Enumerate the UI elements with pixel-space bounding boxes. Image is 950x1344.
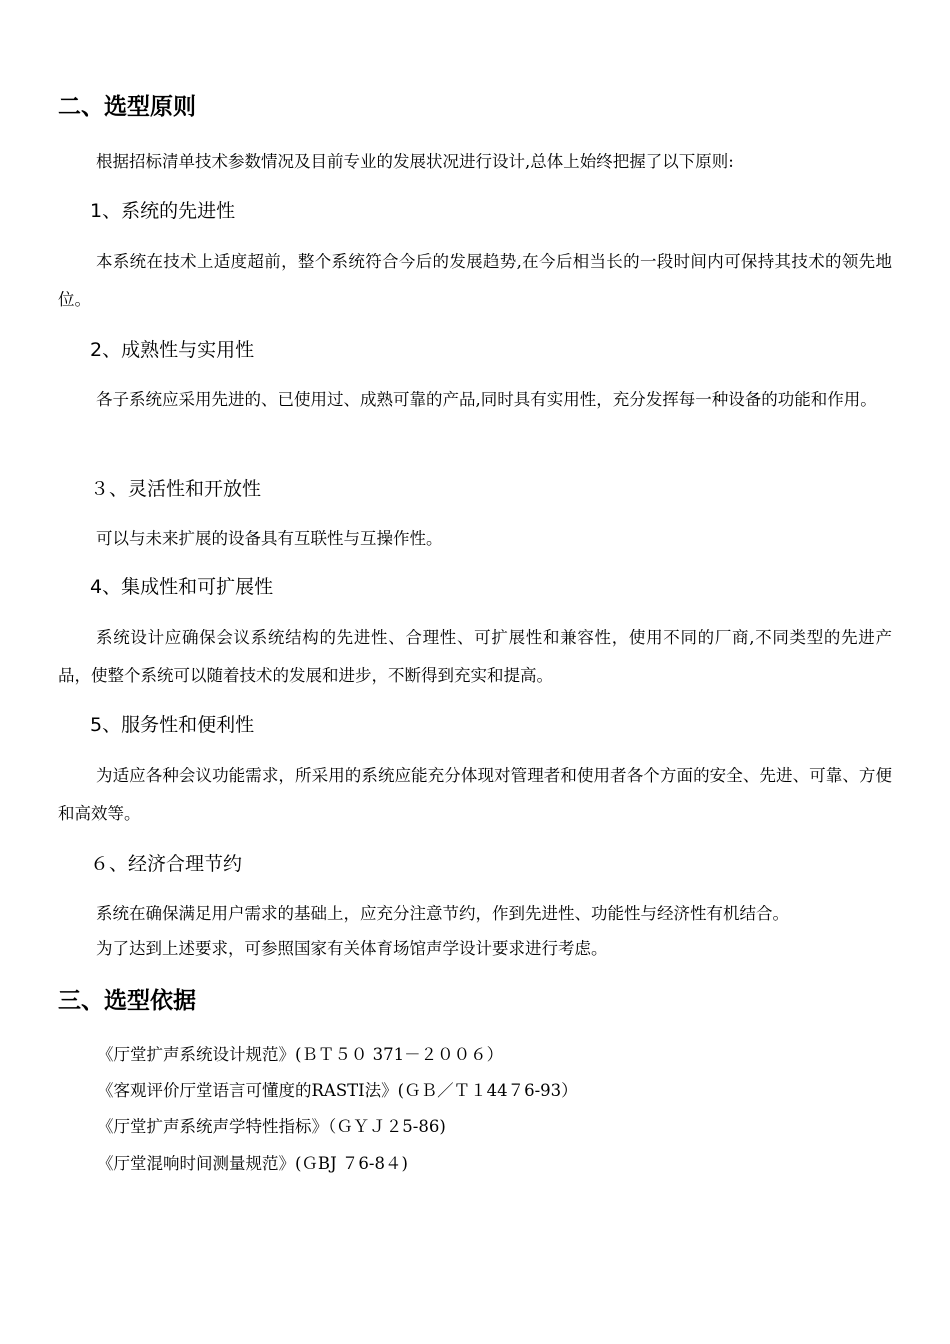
reference-item: 《厅堂混响时间测量规范》(ＧBJ ７6-8４) bbox=[97, 1154, 408, 1173]
section-title-basis: 三、选型依据 bbox=[58, 988, 196, 1014]
reference-item: 《厅堂扩声系统设计规范》(ＢＴ５０ 371－２００６） bbox=[97, 1045, 504, 1064]
principle-text-6: 系统在确保满足用户需求的基础上，应充分注意节约，作到先进性、功能性与经济性有机结合。 bbox=[96, 904, 789, 923]
principle-heading-4: 4、集成性和可扩展性 bbox=[90, 576, 274, 598]
principle-text-1: 本系统在技术上适度超前，整个系统符合今后的发展趋势,在今后相当长的一段时间内可保持其技术的领先地位。 bbox=[58, 252, 892, 309]
principle-text-4: 系统设计应确保会议系统结构的先进性、合理性、可扩展性和兼容性，使用不同的厂商,不同类型的先进产品，使整个系统可以随着技术的发展和进步，不断得到充实和提高。 bbox=[58, 628, 892, 685]
principle-heading-5: 5、服务性和便利性 bbox=[90, 714, 255, 736]
principle-text-5: 为适应各种会议功能需求，所采用的系统应能充分体现对管理者和使用者各个方面的安全、先进、可靠、方便和高效等。 bbox=[58, 766, 892, 823]
principle-heading-1: 1、系统的先进性 bbox=[90, 200, 236, 222]
principle-text-3: 可以与未来扩展的设备具有互联性与互操作性。 bbox=[96, 529, 443, 548]
section-title-principles: 二、选型原则 bbox=[58, 94, 196, 120]
principles-intro: 根据招标清单技术参数情况及目前专业的发展状况进行设计,总体上始终把握了以下原则: bbox=[96, 152, 734, 171]
principle-heading-6: ６、经济合理节约 bbox=[90, 853, 243, 875]
principle-text-6-note: 为了达到上述要求，可参照国家有关体育场馆声学设计要求进行考虑。 bbox=[96, 939, 608, 958]
principle-heading-2: 2、成熟性与实用性 bbox=[90, 339, 255, 361]
reference-item: 《客观评价厅堂语言可懂度的RASTI法》(ＧＢ／Ｔ１44７6-93） bbox=[97, 1081, 578, 1100]
principle-text-2: 各子系统应采用先进的、已使用过、成熟可靠的产品,同时具有实用性，充分发挥每一种设备的功能和作用。 bbox=[96, 390, 877, 409]
reference-item: 《厅堂扩声系统声学特性指标》（ＧＹＪ２5-86) bbox=[97, 1117, 446, 1136]
principle-heading-3: ３、灵活性和开放性 bbox=[90, 478, 262, 500]
